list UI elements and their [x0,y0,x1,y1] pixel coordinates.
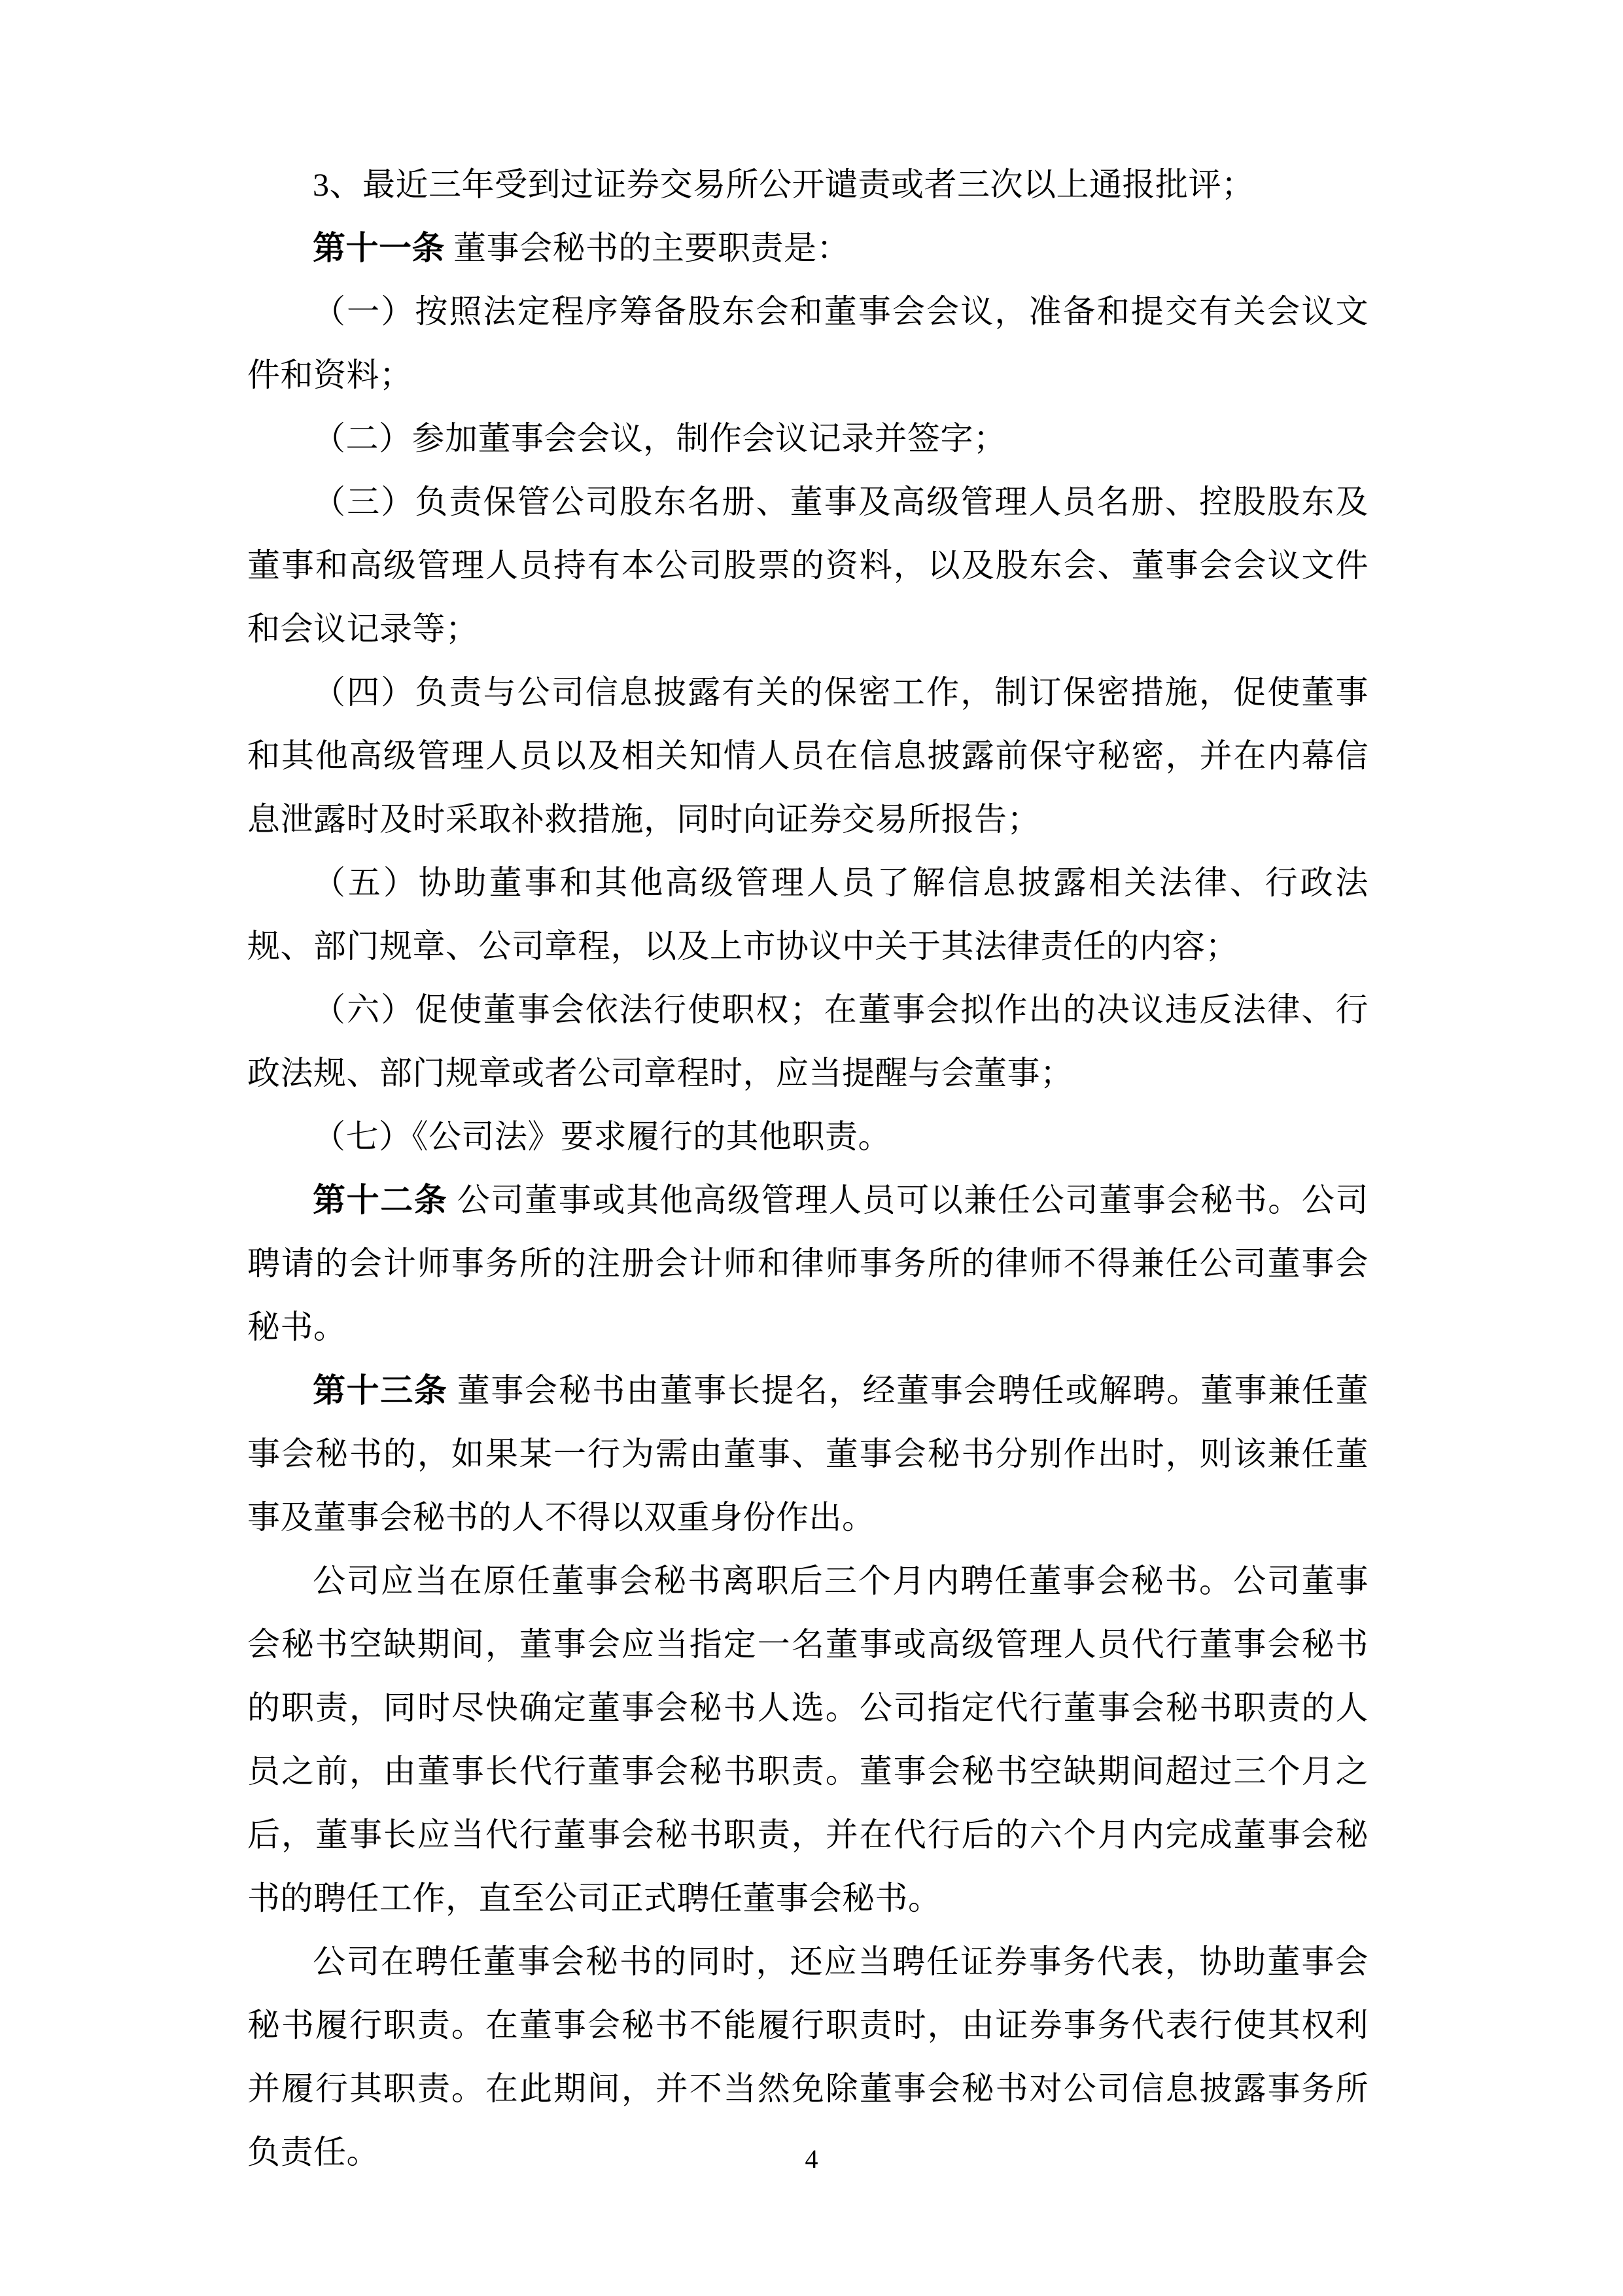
paragraph-text: 公司董事或其他高级管理人员可以兼任公司董事会秘书。公司聘请的会计师事务所的注册会计师和律师事务所的律师不得兼任公司董事会秘书。 [247,1182,1369,1345]
paragraph-subitem-6 [247,978,1369,1105]
paragraph [247,153,1369,217]
clause-number-label: 第十二条 [313,1182,448,1218]
paragraph-text: （六）促使董事会依法行使职权；在董事会拟作出的决议违反法律、行政法规、部门规章或者公司章程时，应当提醒与会董事； [247,991,1369,1091]
paragraph-subitem-5 [247,851,1369,978]
paragraph-text: 董事会秘书由董事长提名，经董事会聘任或解聘。董事兼任董事会秘书的，如果某一行为需由董事、董事会秘书分别作出时，则该兼任董事及董事会秘书的人不得以双重身份作出。 [247,1372,1369,1536]
paragraph-text: 公司应当在原任董事会秘书离职后三个月内聘任董事会秘书。公司董事会秘书空缺期间，董事会应当指定一名董事或高级管理人员代行董事会秘书的职责，同时尽快确定董事会秘书人选。公司指定代行董事会秘书职责的人员之前，由董事长代行董事会秘书职责。董事会秘书空缺期间超过三个月之后，董事长应当代行董事会秘书职责，并在代行后的六个月内完成董事会秘书的聘任工作，直至公司正式聘任董事会秘书。 [247,1563,1369,1916]
paragraph [247,1549,1369,1930]
paragraph-clause-11 [247,217,1369,280]
paragraph-subitem-3 [247,470,1369,661]
paragraph-text: （四）负责与公司信息披露有关的保密工作，制订保密措施，促使董事和其他高级管理人员以及相关知情人员在信息披露前保守秘密，并在内幕信息泄露时及时采取补救措施，同时向证券交易所报告； [247,674,1369,838]
clause-number-label: 第十一条 [313,230,445,266]
paragraph-text: 董事会秘书的主要职责是： [445,230,850,266]
paragraph-text: 3、最近三年受到过证券交易所公开谴责或者三次以上通报批评； [313,166,1255,203]
paragraph-text: （一）按照法定程序筹备股东会和董事会会议，准备和提交有关会议文件和资料； [247,293,1369,393]
paragraph-subitem-7 [247,1105,1369,1169]
paragraph-text: （三）负责保管公司股东名册、董事及高级管理人员名册、控股股东及董事和高级管理人员持有本公司股票的资料，以及股东会、董事会会议文件和会议记录等； [247,484,1369,647]
paragraph-subitem-1 [247,280,1369,407]
page-number: 4 [805,2144,818,2174]
paragraph-clause-13 [247,1359,1369,1549]
paragraph-clause-12 [247,1169,1369,1359]
page-footer [0,2141,1623,2178]
clause-number-label: 第十三条 [313,1372,448,1409]
paragraph-text: （二）参加董事会会议，制作会议记录并签字； [313,420,1007,457]
paragraph-text: （七）《公司法》要求履行的其他职责。 [313,1118,891,1155]
document-body [247,153,1369,2184]
paragraph-subitem-4 [247,661,1369,851]
paragraph-text: （五）协助董事和其他高级管理人员了解信息披露相关法律、行政法规、部门规章、公司章程，以及上市协议中关于其法律责任的内容； [247,864,1369,964]
paragraph-text: 公司在聘任董事会秘书的同时，还应当聘任证券事务代表，协助董事会秘书履行职责。在董事会秘书不能履行职责时，由证券事务代表行使其权利并履行其职责。在此期间，并不当然免除董事会秘书对公司信息披露事务所负责任。 [247,1943,1369,2170]
paragraph-subitem-2 [247,407,1369,470]
